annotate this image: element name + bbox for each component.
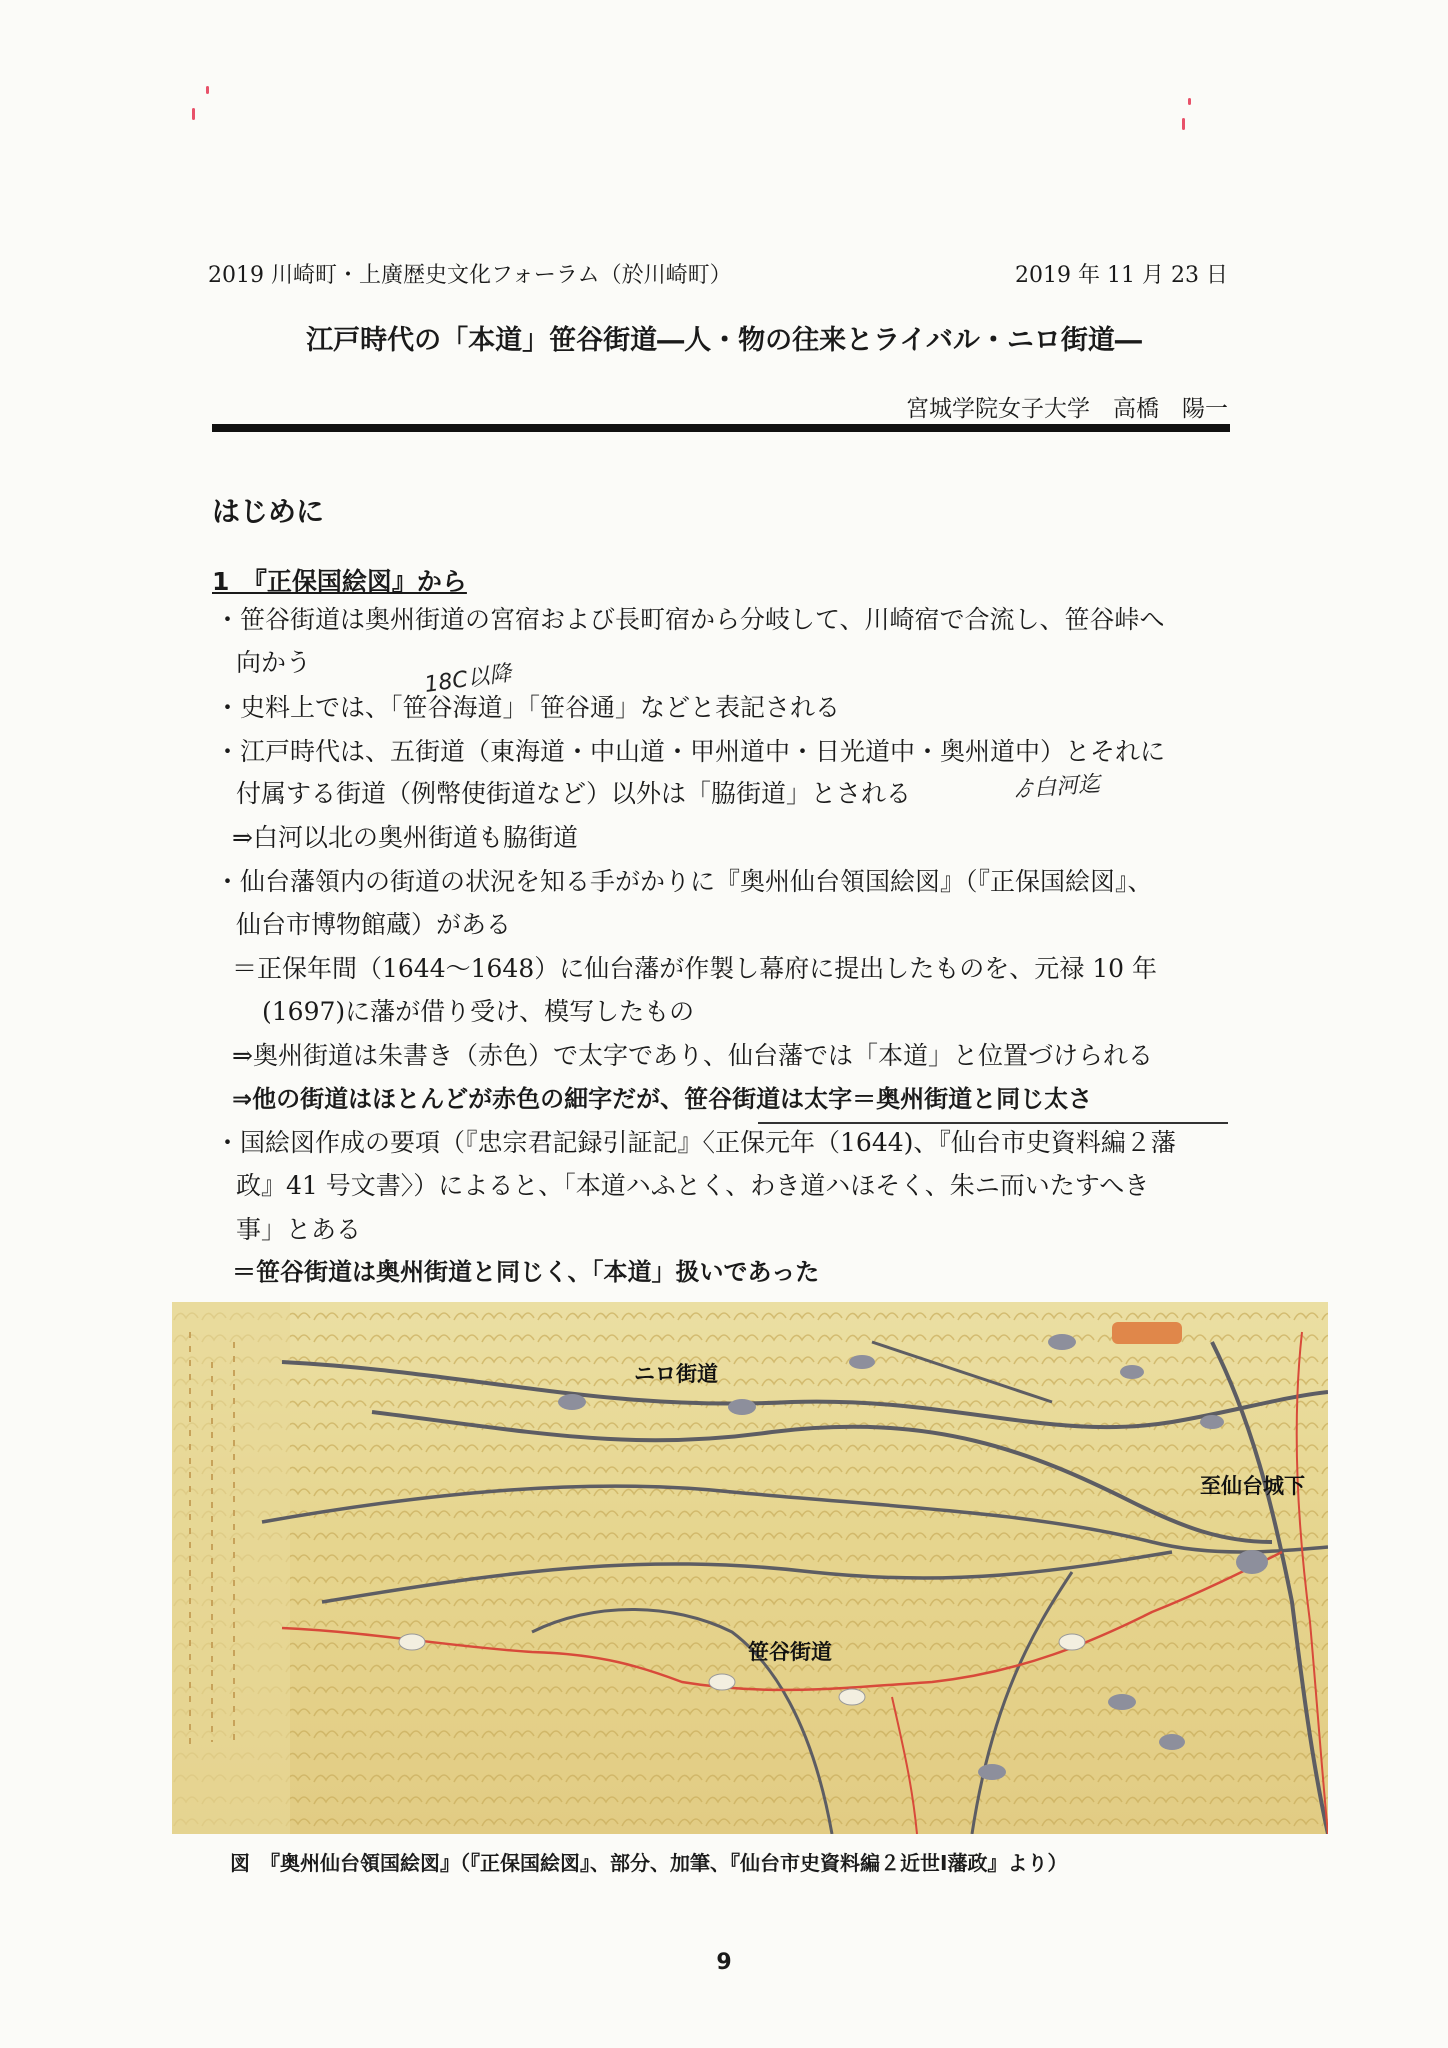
document-title: 江戸時代の「本道」笹谷街道―人・物の往来とライバル・ニロ街道― [306, 325, 1142, 356]
body-line: ＝正保年間（1644～1648）に仙台藩が作製し幕府に提出したものを、元禄 10 年 [232, 954, 1157, 983]
page-number: 9 [716, 1950, 732, 1975]
map-label-sasaya-road: 笹谷街道 [748, 1640, 832, 1664]
event-name: 2019 川崎町・上廣歴史文化フォーラム（於川崎町） [208, 263, 732, 288]
scan-speck [206, 86, 209, 94]
body-line: ・笹谷街道は奥州街道の宮宿および長町宿から分岐して、川崎宿で合流し、笹谷峠へ [215, 605, 1165, 634]
map-drawing [172, 1302, 1328, 1834]
author: 宮城学院女子大学 高橋 陽一 [906, 396, 1228, 422]
body-line: ・史料上では、「笹谷海道」「笹谷通」などと表記される [215, 693, 841, 722]
title-divider [212, 424, 1230, 432]
section-heading: 1 『正保国絵図』から [212, 567, 467, 596]
map-label-niro-road: ニロ街道 [634, 1362, 718, 1386]
body-line: (1697)に藩が借り受け、模写したもの [262, 997, 695, 1026]
event-date: 2019 年 11 月 23 日 [1015, 263, 1228, 288]
handwritten-note: 18C以降 [422, 661, 513, 698]
scan-speck [1188, 98, 1191, 105]
body-line: 政』41 号文書〉）によると、「本道ハふとく、わき道ハほそく、朱ニ而いたすへき [236, 1171, 1150, 1200]
historical-map [172, 1302, 1328, 1834]
scan-speck [192, 108, 195, 120]
figure-caption: 図 『奥州仙台領国絵図』（『正保国絵図』、部分、加筆、『仙台市史資料編２近世Ⅰ藩政』より） [230, 1851, 1068, 1875]
body-line: 事」とある [236, 1215, 362, 1244]
body-line-bold: ⇒他の街道はほとんどが赤色の細字だが、笹谷街道は太字＝奥州街道と同じ太さ [232, 1085, 1093, 1113]
map-label-sendai-castle: 至仙台城下 [1200, 1474, 1305, 1498]
body-line: ⇒奥州街道は朱書き（赤色）で太字であり、仙台藩では「本道」と位置づけられる [232, 1041, 1153, 1070]
body-line: ・江戸時代は、五街道（東海道・中山道・甲州道中・日光道中・奥州道中）とそれに [215, 737, 1166, 766]
body-line: ⇒白河以北の奥州街道も脇街道 [232, 823, 578, 852]
body-line-bold: ＝笹谷街道は奥州街道と同じく、「本道」扱いであった [232, 1258, 820, 1286]
body-line: 付属する街道（例幣使街道など）以外は「脇街道」とされる [236, 779, 912, 808]
body-line: ・仙台藩領内の街道の状況を知る手がかりに『奥州仙台領国絵図』（『正保国絵図』、 [215, 867, 1153, 896]
body-line: 仙台市博物館蔵）がある [236, 910, 512, 939]
handwritten-underline [758, 1116, 1228, 1124]
scan-speck [1182, 118, 1185, 130]
body-line: ・国絵図作成の要項（『忠宗君記録引証記』〈正保元年（1644)、『仙台市史資料編２藩 [215, 1128, 1176, 1157]
body-line: 向かう [236, 648, 312, 677]
intro-heading: はじめに [212, 495, 325, 528]
handwritten-note: ゟ白河迄 [1011, 771, 1101, 804]
